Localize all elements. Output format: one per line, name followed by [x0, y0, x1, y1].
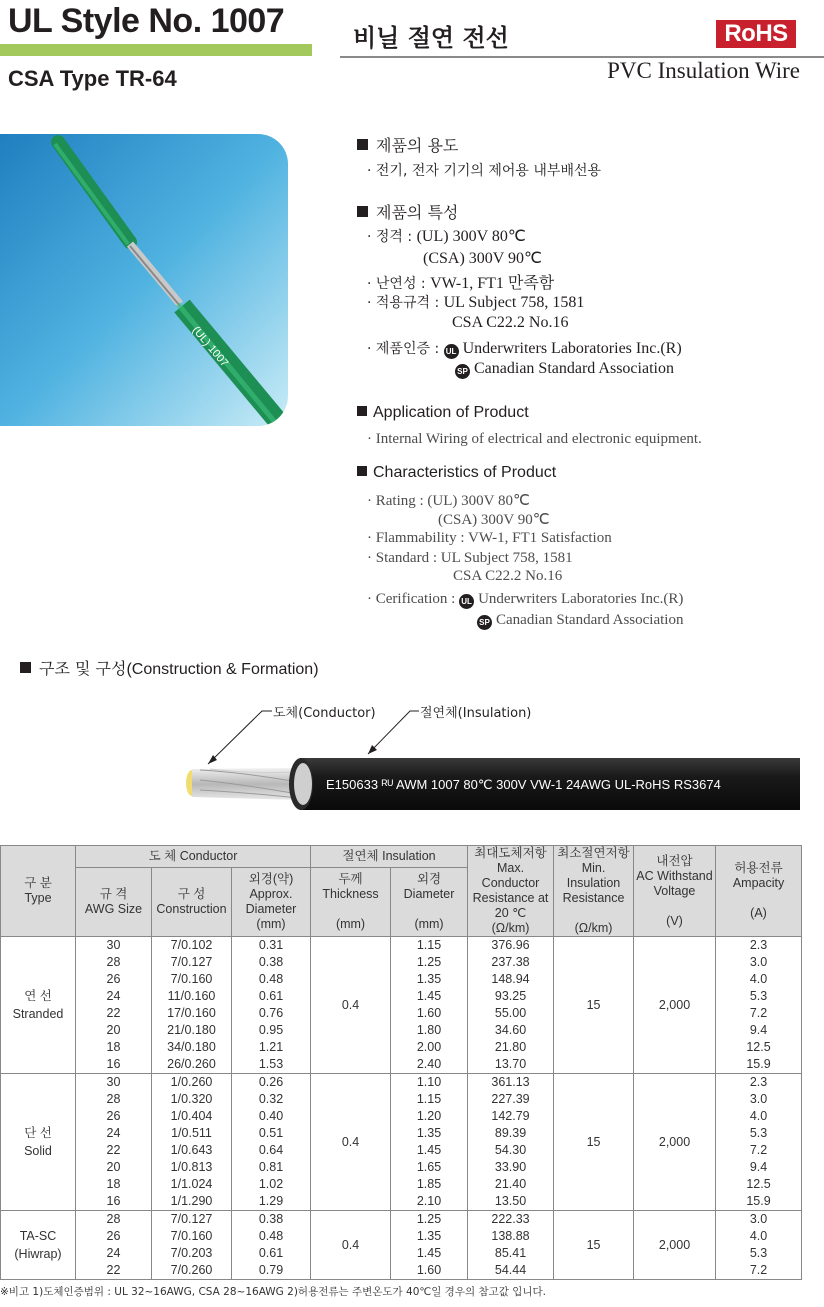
max-resistance-cell: 227.39 — [468, 1091, 554, 1108]
type-kr: 연 선 — [24, 989, 52, 1003]
usage-en-heading: Application of Product — [357, 404, 529, 422]
approx-diameter-cell: 1.02 — [232, 1176, 311, 1193]
ampacity-cell: 15.9 — [716, 1193, 802, 1211]
ampacity-cell: 9.4 — [716, 1159, 802, 1176]
min-insulation-cell: 15 — [554, 937, 634, 1074]
ampacity-cell: 7.2 — [716, 1142, 802, 1159]
approx-diameter-cell: 0.76 — [232, 1005, 311, 1022]
awg-cell: 24 — [76, 988, 152, 1005]
max-resistance-cell: 54.30 — [468, 1142, 554, 1159]
rohs-badge: RoHS — [716, 20, 796, 48]
features-kr-rating: · 정격 : (UL) 300V 80℃ — [367, 228, 526, 245]
thickness-cell: 0.4 — [311, 1211, 391, 1280]
approx-diameter-cell: 0.38 — [232, 954, 311, 971]
thickness-cell: 0.4 — [311, 1074, 391, 1211]
awg-cell: 24 — [76, 1125, 152, 1142]
ins-diameter-cell: 1.35 — [391, 1125, 468, 1142]
ins-diameter-cell: 1.15 — [391, 1091, 468, 1108]
construction-heading: 구조 및 구성(Construction & Formation) — [20, 656, 319, 679]
table-row — [1, 937, 802, 955]
max-resistance-cell: 376.96 — [468, 937, 554, 955]
construction-cell: 7/0.102 — [152, 937, 232, 955]
approx-diameter-cell: 0.40 — [232, 1108, 311, 1125]
max-resistance-cell: 237.38 — [468, 954, 554, 971]
header-awg: 규 격 AWG Size — [76, 868, 152, 937]
header-withstand: 내전압 AC Withstand Voltage (V) — [634, 846, 716, 937]
ul-mark-icon: UL — [444, 344, 459, 359]
construction-cell: 1/0.260 — [152, 1074, 232, 1092]
awg-cell: 26 — [76, 1108, 152, 1125]
approx-diameter-cell: 0.38 — [232, 1211, 311, 1229]
header-approx-diameter: 외경(약) Approx. Diameter (mm) — [232, 868, 311, 937]
awg-cell: 16 — [76, 1193, 152, 1211]
table-row — [1, 1074, 802, 1092]
features-en-rating-csa: (CSA) 300V 90℃ — [438, 512, 550, 528]
awg-cell: 16 — [76, 1056, 152, 1074]
approx-diameter-cell: 1.29 — [232, 1193, 311, 1211]
csa-mark-icon: SP — [455, 364, 470, 379]
page-subtitle: CSA Type TR-64 — [8, 66, 177, 91]
features-en-standard: · Standard : UL Subject 758, 1581 — [367, 550, 573, 566]
title-underline-bar — [0, 44, 312, 56]
ins-diameter-cell: 1.25 — [391, 1211, 468, 1229]
header-max-resistance: 최대도체저항 Max. Conductor Resistance at 20 ℃ (Ω/km) — [468, 846, 554, 937]
max-resistance-cell: 54.44 — [468, 1262, 554, 1280]
ins-diameter-cell: 1.35 — [391, 971, 468, 988]
footnote: ※비고 1)도체인증범위 : UL 32~16AWG, CSA 28~16AWG 2)허용전류는 주변온도가 40℃일 경우의 참고값 입니다. — [0, 1286, 546, 1298]
awg-cell: 28 — [76, 1091, 152, 1108]
approx-diameter-cell: 0.51 — [232, 1125, 311, 1142]
awg-cell: 28 — [76, 1211, 152, 1229]
ampacity-cell: 3.0 — [716, 1091, 802, 1108]
awg-cell: 20 — [76, 1159, 152, 1176]
construction-cell: 7/0.160 — [152, 971, 232, 988]
features-kr-heading: 제품의 특성 — [357, 200, 458, 223]
type-en: Solid — [24, 1144, 52, 1158]
approx-diameter-cell: 0.64 — [232, 1142, 311, 1159]
callout-conductor: 도체(Conductor) — [273, 706, 376, 721]
ampacity-cell: 12.5 — [716, 1176, 802, 1193]
ins-diameter-cell: 2.00 — [391, 1039, 468, 1056]
max-resistance-cell: 21.80 — [468, 1039, 554, 1056]
max-resistance-cell: 93.25 — [468, 988, 554, 1005]
construction-cell: 17/0.160 — [152, 1005, 232, 1022]
approx-diameter-cell: 0.79 — [232, 1262, 311, 1280]
usage-kr-heading: 제품의 용도 — [357, 133, 458, 156]
construction-cell: 7/0.260 — [152, 1262, 232, 1280]
header-thickness: 두께 Thickness (mm) — [311, 868, 391, 937]
features-en-flame: · Flammability : VW-1, FT1 Satisfaction — [367, 530, 612, 546]
type-kr: 단 선 — [24, 1126, 52, 1140]
page-title: UL Style No. 1007 — [8, 2, 285, 40]
max-resistance-cell: 148.94 — [468, 971, 554, 988]
header-type: 구 분 Type — [1, 846, 76, 937]
features-kr-cert: · 제품인증 : UL Underwriters Laboratories Inc.(R) — [367, 340, 682, 357]
awg-cell: 26 — [76, 1228, 152, 1245]
approx-diameter-cell: 1.53 — [232, 1056, 311, 1074]
ampacity-cell: 2.3 — [716, 1074, 802, 1092]
construction-cell: 7/0.160 — [152, 1228, 232, 1245]
thickness-cell: 0.4 — [311, 937, 391, 1074]
approx-diameter-cell: 0.61 — [232, 988, 311, 1005]
ins-diameter-cell: 1.25 — [391, 954, 468, 971]
awg-cell: 18 — [76, 1039, 152, 1056]
header-ampacity: 허용전류 Ampacity (A) — [716, 846, 802, 937]
min-insulation-cell: 15 — [554, 1074, 634, 1211]
ampacity-cell: 5.3 — [716, 1245, 802, 1262]
ins-diameter-cell: 1.85 — [391, 1176, 468, 1193]
type-en: Stranded — [12, 1007, 64, 1021]
withstand-cell: 2,000 — [634, 937, 716, 1074]
ins-diameter-cell: 1.60 — [391, 1262, 468, 1280]
approx-diameter-cell: 0.48 — [232, 971, 311, 988]
max-resistance-cell: 33.90 — [468, 1159, 554, 1176]
max-resistance-cell: 142.79 — [468, 1108, 554, 1125]
callout-line-conductor — [208, 711, 272, 764]
awg-cell: 30 — [76, 1074, 152, 1092]
ins-diameter-cell: 1.20 — [391, 1108, 468, 1125]
construction-cell: 1/0.511 — [152, 1125, 232, 1142]
ampacity-cell: 3.0 — [716, 1211, 802, 1229]
ampacity-cell: 5.3 — [716, 1125, 802, 1142]
construction-cell: 26/0.260 — [152, 1056, 232, 1074]
max-resistance-cell: 55.00 — [468, 1005, 554, 1022]
ampacity-cell: 12.5 — [716, 1039, 802, 1056]
type-cell — [1, 1074, 76, 1211]
awg-cell: 22 — [76, 1262, 152, 1280]
max-resistance-cell: 138.88 — [468, 1228, 554, 1245]
construction-cell: 1/1.024 — [152, 1176, 232, 1193]
korean-title: 비닐 절연 전선 — [353, 24, 509, 52]
header-ins-diameter: 외경 Diameter (mm) — [391, 868, 468, 937]
usage-en-line: · Internal Wiring of electrical and electronic equipment. — [367, 431, 702, 447]
cable-print-text: E150633 ᴿᵁ AWM 1007 80℃ 300V VW-1 24AWG UL-RoHS RS3674 — [326, 777, 721, 792]
features-en-standard-2: CSA C22.2 No.16 — [453, 568, 563, 584]
construction-cell: 7/0.203 — [152, 1245, 232, 1262]
callout-line-insulation — [368, 711, 419, 754]
ins-diameter-cell: 1.80 — [391, 1022, 468, 1039]
max-resistance-cell: 13.70 — [468, 1056, 554, 1074]
construction-cell: 11/0.160 — [152, 988, 232, 1005]
construction-cell: 34/0.180 — [152, 1039, 232, 1056]
withstand-cell: 2,000 — [634, 1211, 716, 1280]
construction-cell: 7/0.127 — [152, 954, 232, 971]
construction-cell: 1/0.320 — [152, 1091, 232, 1108]
awg-cell: 30 — [76, 937, 152, 955]
ampacity-cell: 4.0 — [716, 1228, 802, 1245]
ampacity-cell: 9.4 — [716, 1022, 802, 1039]
awg-cell: 22 — [76, 1005, 152, 1022]
approx-diameter-cell: 0.95 — [232, 1022, 311, 1039]
approx-diameter-cell: 0.32 — [232, 1091, 311, 1108]
approx-diameter-cell: 0.61 — [232, 1245, 311, 1262]
awg-cell: 28 — [76, 954, 152, 971]
approx-diameter-cell: 1.21 — [232, 1039, 311, 1056]
max-resistance-cell: 222.33 — [468, 1211, 554, 1229]
max-resistance-cell: 34.60 — [468, 1022, 554, 1039]
callout-insulation: 절연체(Insulation) — [420, 706, 532, 721]
header-insulation: 절연체 Insulation — [311, 846, 468, 868]
features-en-cert: · Cerification : UL Underwriters Laboratories Inc.(R) — [367, 591, 684, 607]
ins-diameter-cell: 1.60 — [391, 1005, 468, 1022]
construction-diagram — [0, 700, 824, 830]
ins-diameter-cell: 1.35 — [391, 1228, 468, 1245]
ampacity-cell: 15.9 — [716, 1056, 802, 1074]
csa-mark-icon: SP — [477, 615, 492, 630]
construction-cell: 21/0.180 — [152, 1022, 232, 1039]
features-kr-rating-csa: (CSA) 300V 90℃ — [423, 250, 543, 267]
ul-mark-icon: UL — [459, 594, 474, 609]
construction-cell: 1/0.404 — [152, 1108, 232, 1125]
ampacity-cell: 4.0 — [716, 1108, 802, 1125]
max-resistance-cell: 13.50 — [468, 1193, 554, 1211]
ins-diameter-cell: 1.10 — [391, 1074, 468, 1092]
approx-diameter-cell: 0.26 — [232, 1074, 311, 1092]
type-kr: TA-SC — [19, 1229, 57, 1243]
max-resistance-cell: 361.13 — [468, 1074, 554, 1092]
product-photo — [0, 134, 288, 426]
ins-diameter-cell: 1.45 — [391, 1245, 468, 1262]
ampacity-cell: 3.0 — [716, 954, 802, 971]
features-kr-cert-2: SP Canadian Standard Association — [455, 360, 674, 379]
header-min-insulation: 최소절연저항 Min. Insulation Resistance (Ω/km) — [554, 846, 634, 937]
features-kr-flame: · 난연성 : VW-1, FT1 만족함 — [367, 275, 555, 292]
header-construction: 구 성 Construction — [152, 868, 232, 937]
approx-diameter-cell: 0.48 — [232, 1228, 311, 1245]
approx-diameter-cell: 0.31 — [232, 937, 311, 955]
withstand-cell: 2,000 — [634, 1074, 716, 1211]
ins-diameter-cell: 1.65 — [391, 1159, 468, 1176]
features-en-rating: · Rating : (UL) 300V 80℃ — [367, 493, 530, 509]
max-resistance-cell: 21.40 — [468, 1176, 554, 1193]
features-en-heading: Characteristics of Product — [357, 464, 556, 482]
awg-cell: 24 — [76, 1245, 152, 1262]
max-resistance-cell: 85.41 — [468, 1245, 554, 1262]
construction-cell: 7/0.127 — [152, 1211, 232, 1229]
construction-cell: 1/0.813 — [152, 1159, 232, 1176]
min-insulation-cell: 15 — [554, 1211, 634, 1280]
awg-cell: 26 — [76, 971, 152, 988]
features-kr-standard-2: CSA C22.2 No.16 — [452, 314, 569, 331]
ampacity-cell: 5.3 — [716, 988, 802, 1005]
construction-cell: 1/0.643 — [152, 1142, 232, 1159]
ampacity-cell: 7.2 — [716, 1262, 802, 1280]
approx-diameter-cell: 0.81 — [232, 1159, 311, 1176]
features-kr-standard: · 적용규격 : UL Subject 758, 1581 — [367, 294, 585, 311]
ins-diameter-cell: 2.40 — [391, 1056, 468, 1074]
ampacity-cell: 7.2 — [716, 1005, 802, 1022]
header-conductor: 도 체 Conductor — [76, 846, 311, 868]
table-row — [1, 1211, 802, 1229]
ins-diameter-cell: 2.10 — [391, 1193, 468, 1211]
max-resistance-cell: 89.39 — [468, 1125, 554, 1142]
type-cell — [1, 1211, 76, 1280]
awg-cell: 22 — [76, 1142, 152, 1159]
ampacity-cell: 2.3 — [716, 937, 802, 955]
type-en: (Hiwrap) — [14, 1247, 62, 1261]
wire-print-label: (UL) 1007 — [189, 324, 231, 370]
type-cell — [1, 937, 76, 1074]
awg-cell: 18 — [76, 1176, 152, 1193]
ampacity-cell: 4.0 — [716, 971, 802, 988]
awg-cell: 20 — [76, 1022, 152, 1039]
ins-diameter-cell: 1.45 — [391, 988, 468, 1005]
ins-diameter-cell: 1.15 — [391, 937, 468, 955]
construction-cell: 1/1.290 — [152, 1193, 232, 1211]
ins-diameter-cell: 1.45 — [391, 1142, 468, 1159]
spec-table — [0, 845, 802, 1280]
usage-kr-line: · 전기, 전자 기기의 제어용 내부배선용 — [367, 163, 602, 179]
english-title: PVC Insulation Wire — [607, 58, 800, 83]
features-en-cert-2: SP Canadian Standard Association — [477, 612, 683, 630]
